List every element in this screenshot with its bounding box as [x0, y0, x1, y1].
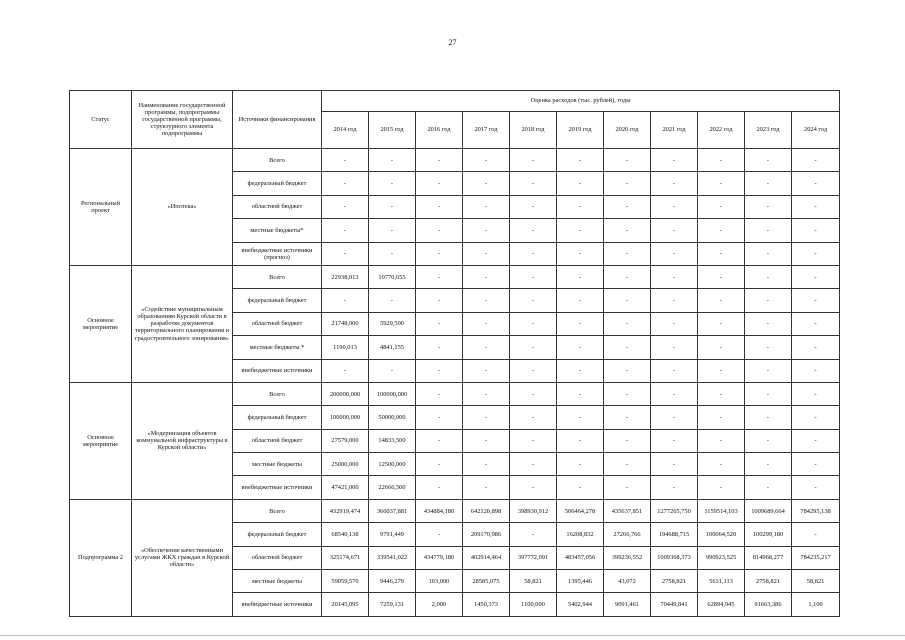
row-value: -	[651, 289, 698, 312]
row-value: 2758,821	[745, 570, 792, 593]
row-program-name: «Обеспечение качественными услугами ЖКХ граждан в Курской области»	[132, 499, 233, 616]
row-value: 402914,464	[463, 546, 510, 569]
row-value: 506464,278	[557, 499, 604, 522]
row-value: -	[698, 476, 745, 499]
row-value: 58,821	[510, 570, 557, 593]
expenditure-table	[69, 90, 840, 617]
row-value: -	[792, 172, 840, 195]
row-value: -	[792, 312, 840, 335]
row-value: -	[463, 382, 510, 405]
row-value: -	[745, 149, 792, 172]
row-value: -	[698, 172, 745, 195]
row-funding-source: областной бюджет	[233, 429, 322, 452]
row-value: 4841,155	[369, 336, 416, 359]
row-value: 642120,898	[463, 499, 510, 522]
row-value: -	[416, 382, 463, 405]
row-value: -	[510, 429, 557, 452]
row-funding-source: Всего	[233, 382, 322, 405]
row-value: -	[745, 336, 792, 359]
row-value: 10770,655	[369, 265, 416, 288]
row-value: -	[651, 336, 698, 359]
row-value: 100000,000	[369, 382, 416, 405]
table-row	[70, 149, 840, 172]
row-value: -	[651, 149, 698, 172]
row-value: 21748,000	[322, 312, 369, 335]
row-value: -	[369, 172, 416, 195]
table-body	[70, 149, 840, 617]
row-value: -	[651, 219, 698, 242]
row-value: -	[604, 382, 651, 405]
row-value: -	[510, 406, 557, 429]
row-funding-source: внебюджетные источники	[233, 359, 322, 382]
row-value: -	[745, 242, 792, 265]
row-program-name: «Модернизация объектов коммунальной инфраструктуры в Курской области»	[132, 382, 233, 499]
row-funding-source: Всего	[233, 149, 322, 172]
row-value: 9091,461	[604, 593, 651, 616]
row-value: -	[698, 219, 745, 242]
row-value: -	[369, 149, 416, 172]
row-value: 2,000	[416, 593, 463, 616]
row-value: -	[463, 219, 510, 242]
row-value: -	[604, 149, 651, 172]
row-value: -	[604, 359, 651, 382]
row-value: -	[651, 195, 698, 218]
row-value: 1450,373	[463, 593, 510, 616]
row-value: 16208,832	[557, 523, 604, 546]
row-value: 1,100	[792, 593, 840, 616]
header-year: 2020 год	[604, 112, 651, 149]
row-value: -	[557, 242, 604, 265]
row-value: 483457,056	[557, 546, 604, 569]
header-year: 2023 год	[745, 112, 792, 149]
row-value: 398930,912	[510, 499, 557, 522]
row-value: 100299,180	[745, 523, 792, 546]
row-value: -	[510, 523, 557, 546]
row-value: 200000,000	[322, 382, 369, 405]
row-value: -	[792, 242, 840, 265]
row-value: -	[369, 359, 416, 382]
row-value: -	[557, 429, 604, 452]
row-value: -	[698, 195, 745, 218]
row-value: -	[745, 219, 792, 242]
row-value: -	[604, 429, 651, 452]
row-value: -	[416, 429, 463, 452]
row-value: 14833,500	[369, 429, 416, 452]
row-value: -	[698, 336, 745, 359]
row-value: -	[792, 476, 840, 499]
header-year: 2015 год	[369, 112, 416, 149]
row-value: 58,821	[792, 570, 840, 593]
row-value: -	[416, 312, 463, 335]
row-value: 103,000	[416, 570, 463, 593]
row-funding-source: внебюджетные источники	[233, 593, 322, 616]
row-value: -	[604, 242, 651, 265]
row-value: -	[557, 336, 604, 359]
row-status: Основное мероприятие	[70, 382, 132, 499]
row-value: 100064,520	[698, 523, 745, 546]
row-value: 194688,715	[651, 523, 698, 546]
header-year: 2016 год	[416, 112, 463, 149]
page-number: 27	[448, 38, 457, 47]
row-value: 2758,821	[651, 570, 698, 593]
row-value: -	[792, 336, 840, 359]
row-value: -	[510, 172, 557, 195]
row-value: -	[651, 476, 698, 499]
row-value: -	[510, 312, 557, 335]
row-program-name: «Содействие муниципальным образованиям Курской области в разработке документов территориального планирования и градостроительного зонирования»	[132, 265, 233, 382]
table-row	[70, 499, 840, 522]
row-value: 22666,500	[369, 476, 416, 499]
row-value: 12500,000	[369, 453, 416, 476]
row-value: 434884,180	[416, 499, 463, 522]
row-value: -	[557, 195, 604, 218]
row-value: -	[604, 195, 651, 218]
row-value: -	[792, 195, 840, 218]
row-value: 1190,013	[322, 336, 369, 359]
row-value: -	[651, 359, 698, 382]
row-value: -	[745, 382, 792, 405]
row-value: 432919,474	[322, 499, 369, 522]
row-value: -	[745, 429, 792, 452]
row-value: -	[322, 242, 369, 265]
row-value: -	[557, 453, 604, 476]
header-name: Наименование государственной программы, подпрограммы государственной программы, структурного элемента подпрограммы	[132, 91, 233, 149]
row-value: -	[557, 406, 604, 429]
row-funding-source: Всего	[233, 499, 322, 522]
header-year: 2017 год	[463, 112, 510, 149]
row-value: -	[463, 265, 510, 288]
row-funding-source: местные бюджеты	[233, 453, 322, 476]
row-value: 22938,013	[322, 265, 369, 288]
row-value: -	[416, 523, 463, 546]
row-value: 7259,131	[369, 593, 416, 616]
row-value: 59059,570	[322, 570, 369, 593]
row-value: -	[651, 429, 698, 452]
row-value: -	[510, 382, 557, 405]
row-value: -	[651, 312, 698, 335]
row-value: -	[604, 476, 651, 499]
row-value: 43,072	[604, 570, 651, 593]
header-sources: Источники финансирования	[233, 91, 322, 149]
row-value: -	[792, 359, 840, 382]
row-value: 5402,944	[557, 593, 604, 616]
row-value: -	[698, 382, 745, 405]
row-value: 28585,075	[463, 570, 510, 593]
row-value: 814968,277	[745, 546, 792, 569]
row-value: 100000,000	[322, 406, 369, 429]
row-value: -	[651, 265, 698, 288]
row-value: -	[463, 476, 510, 499]
table-row	[70, 265, 840, 288]
row-value: -	[463, 289, 510, 312]
row-value: -	[463, 149, 510, 172]
row-value: -	[745, 172, 792, 195]
row-value: 70449,841	[651, 593, 698, 616]
row-value: 47421,000	[322, 476, 369, 499]
table-row	[70, 382, 840, 405]
row-funding-source: Всего	[233, 265, 322, 288]
row-value: -	[651, 406, 698, 429]
row-value: -	[651, 382, 698, 405]
row-value: -	[510, 219, 557, 242]
row-value: 1100,000	[510, 593, 557, 616]
row-value: -	[463, 336, 510, 359]
row-value: -	[416, 289, 463, 312]
row-value: -	[369, 242, 416, 265]
row-value: -	[510, 336, 557, 359]
row-value: -	[698, 265, 745, 288]
row-value: -	[698, 242, 745, 265]
row-value: -	[651, 172, 698, 195]
row-value: -	[651, 242, 698, 265]
row-value: 91663,386	[745, 593, 792, 616]
row-value: -	[604, 406, 651, 429]
row-value: -	[792, 382, 840, 405]
row-value: -	[416, 172, 463, 195]
row-value: -	[557, 172, 604, 195]
row-value: -	[792, 429, 840, 452]
row-funding-source: местные бюджеты *	[233, 336, 322, 359]
row-value: -	[745, 265, 792, 288]
row-value: -	[604, 265, 651, 288]
header-year: 2022 год	[698, 112, 745, 149]
header-year: 2021 год	[651, 112, 698, 149]
row-funding-source: федеральный бюджет	[233, 523, 322, 546]
row-value: -	[463, 429, 510, 452]
row-value: 1395,446	[557, 570, 604, 593]
row-value: 25000,000	[322, 453, 369, 476]
row-value: -	[745, 312, 792, 335]
row-value: -	[416, 149, 463, 172]
row-value: -	[698, 406, 745, 429]
table-header	[70, 91, 840, 149]
row-value: 50000,000	[369, 406, 416, 429]
row-value: -	[604, 172, 651, 195]
row-value: 20145,095	[322, 593, 369, 616]
row-value: -	[792, 289, 840, 312]
row-value: 990923,525	[698, 546, 745, 569]
row-value: -	[510, 289, 557, 312]
row-value: -	[416, 242, 463, 265]
row-value: -	[792, 149, 840, 172]
row-value: -	[463, 172, 510, 195]
row-value: -	[416, 195, 463, 218]
row-value: 62894,945	[698, 593, 745, 616]
row-value: -	[463, 242, 510, 265]
row-value: -	[557, 265, 604, 288]
row-value: 27579,000	[322, 429, 369, 452]
row-program-name: «Ипотека»	[132, 149, 233, 266]
row-value: -	[510, 242, 557, 265]
row-funding-source: областной бюджет	[233, 312, 322, 335]
row-funding-source: областной бюджет	[233, 195, 322, 218]
row-value: -	[416, 406, 463, 429]
row-value: -	[322, 195, 369, 218]
row-value: -	[792, 453, 840, 476]
row-value: -	[322, 219, 369, 242]
row-funding-source: федеральный бюджет	[233, 172, 322, 195]
row-value: 1159514,103	[698, 499, 745, 522]
row-value: -	[698, 359, 745, 382]
row-value: 434779,180	[416, 546, 463, 569]
page-bottom-rule	[0, 635, 905, 636]
row-value: -	[745, 453, 792, 476]
row-value: -	[745, 476, 792, 499]
row-value: -	[557, 476, 604, 499]
row-value: -	[510, 359, 557, 382]
row-value: -	[369, 195, 416, 218]
row-value: -	[322, 172, 369, 195]
row-value: 397772,091	[510, 546, 557, 569]
row-value: -	[369, 289, 416, 312]
row-value: -	[745, 195, 792, 218]
row-value: -	[604, 219, 651, 242]
row-value: 9791,449	[369, 523, 416, 546]
row-value: -	[557, 219, 604, 242]
row-value: 5929,500	[369, 312, 416, 335]
row-value: -	[322, 359, 369, 382]
header-status: Статус	[70, 91, 132, 149]
header-year: 2018 год	[510, 112, 557, 149]
row-value: -	[463, 312, 510, 335]
row-value: 325174,671	[322, 546, 369, 569]
row-funding-source: местные бюджеты*	[233, 219, 322, 242]
row-value: -	[510, 149, 557, 172]
header-estimate: Оценка расходов (тыс. рублей), годы	[322, 91, 840, 112]
row-value: -	[416, 359, 463, 382]
row-value: -	[557, 289, 604, 312]
row-value: -	[698, 429, 745, 452]
row-funding-source: внебюджетные источники	[233, 476, 322, 499]
row-value: -	[557, 149, 604, 172]
row-value: -	[322, 149, 369, 172]
row-value: 784295,138	[792, 499, 840, 522]
row-value: -	[698, 453, 745, 476]
row-value: -	[322, 289, 369, 312]
row-value: -	[416, 336, 463, 359]
header-year: 2014 год	[322, 112, 369, 149]
row-value: -	[745, 359, 792, 382]
row-value: -	[698, 149, 745, 172]
row-value: -	[604, 453, 651, 476]
row-value: -	[416, 453, 463, 476]
row-funding-source: внебюджетные источники (прогноз)	[233, 242, 322, 265]
row-value: -	[369, 219, 416, 242]
row-value: -	[698, 312, 745, 335]
row-value: -	[792, 265, 840, 288]
row-status: Подпрограмма 2	[70, 499, 132, 616]
row-value: -	[792, 219, 840, 242]
row-value: -	[745, 289, 792, 312]
row-value: -	[604, 336, 651, 359]
row-value: 339541,022	[369, 546, 416, 569]
row-status: Региональный проект	[70, 149, 132, 266]
row-value: 1009689,664	[745, 499, 792, 522]
row-value: -	[416, 265, 463, 288]
row-value: -	[557, 382, 604, 405]
row-value: -	[557, 359, 604, 382]
row-value: -	[510, 453, 557, 476]
row-funding-source: областной бюджет	[233, 546, 322, 569]
row-value: -	[416, 476, 463, 499]
row-value: 1277265,750	[651, 499, 698, 522]
row-value: 5631,113	[698, 570, 745, 593]
row-funding-source: федеральный бюджет	[233, 289, 322, 312]
row-value: 209170,986	[463, 523, 510, 546]
row-value: 399236,552	[604, 546, 651, 569]
row-value: 435637,851	[604, 499, 651, 522]
row-value: 1009368,373	[651, 546, 698, 569]
header-year: 2024 год	[792, 112, 840, 149]
row-value: -	[416, 219, 463, 242]
row-value: -	[698, 289, 745, 312]
row-value: -	[463, 406, 510, 429]
header-year: 2019 год	[557, 112, 604, 149]
row-funding-source: федеральный бюджет	[233, 406, 322, 429]
row-value: -	[463, 195, 510, 218]
row-status: Основное мероприятие	[70, 265, 132, 382]
row-value: -	[792, 406, 840, 429]
row-funding-source: местные бюджеты	[233, 570, 322, 593]
row-value: -	[745, 406, 792, 429]
row-value: -	[557, 312, 604, 335]
row-value: -	[510, 476, 557, 499]
row-value: 366037,881	[369, 499, 416, 522]
row-value: -	[463, 359, 510, 382]
row-value: -	[792, 523, 840, 546]
row-value: -	[604, 312, 651, 335]
row-value: 9446,279	[369, 570, 416, 593]
row-value: -	[510, 195, 557, 218]
row-value: 68540,138	[322, 523, 369, 546]
row-value: -	[604, 289, 651, 312]
row-value: -	[463, 453, 510, 476]
row-value: 784235,217	[792, 546, 840, 569]
row-value: 27266,766	[604, 523, 651, 546]
row-value: -	[651, 453, 698, 476]
row-value: -	[510, 265, 557, 288]
